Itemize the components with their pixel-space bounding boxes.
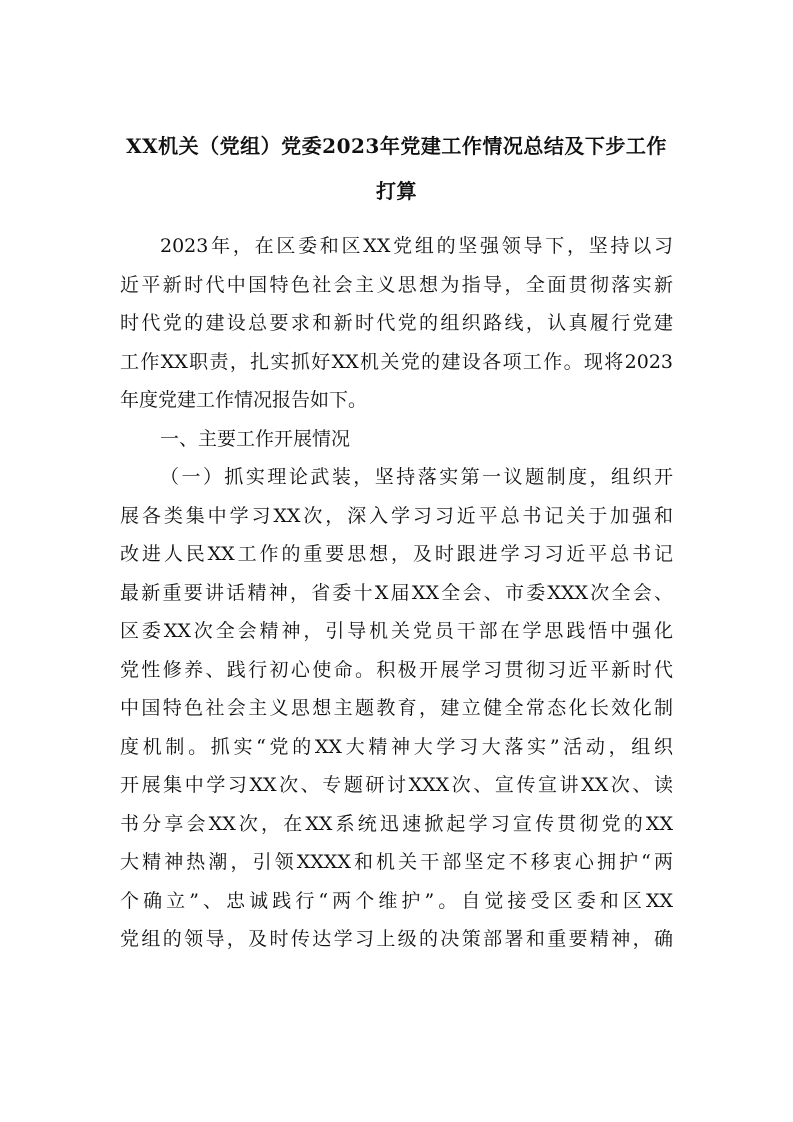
section-paragraph-line: 大精神热潮，引领XXXX和机关干部坚定不移衷心拥护“两 bbox=[120, 851, 673, 873]
section-paragraph-line: 中国特色社会主义思想主题教育，建立健全常态化长效化制 bbox=[120, 697, 673, 719]
section-paragraph-line: 展各类集中学习XX次，深入学习习近平总书记关于加强和 bbox=[120, 504, 673, 527]
intro-paragraph-line: 时代党的建设总要求和新时代党的组织路线，认真履行党建 bbox=[120, 312, 673, 334]
section-paragraph-line: （一）抓实理论武装，坚持落实第一议题制度，组织开 bbox=[160, 466, 673, 488]
section-paragraph-line: 党组的领导，及时传达学习上级的决策部署和重要精神，确 bbox=[120, 928, 673, 950]
intro-paragraph-line: 近平新时代中国特色社会主义思想为指导，全面贯彻落实新 bbox=[120, 273, 673, 296]
document-title-line-2: 打算 bbox=[376, 179, 417, 203]
section-paragraph-line: 度机制。抓实“党的XX大精神大学习大落实”活动，组织 bbox=[120, 735, 673, 758]
section-paragraph-line: 改进人民XX工作的重要思想，及时跟进学习习近平总书记 bbox=[120, 543, 673, 565]
document-body bbox=[120, 227, 673, 959]
intro-paragraph-line: 工作XX职责，扎实抓好XX机关党的建设各项工作。现将2023 bbox=[120, 350, 673, 373]
section-paragraph-line: 个确立”、忠诚践行“两个维护”。自觉接受区委和区XX bbox=[120, 889, 673, 912]
section-paragraph-line: 区委XX次全会精神，引导机关党员干部在学思践悟中强化 bbox=[120, 620, 673, 642]
section-paragraph-line: 党性修养、践行初心使命。积极开展学习贯彻习近平新时代 bbox=[120, 658, 673, 681]
section-paragraph-line: 最新重要讲话精神，省委十X届XX全会、市委XXX次全会、 bbox=[120, 581, 673, 604]
document-title-line-1: XX机关（党组）党委2023年党建工作情况总结及下步工作 bbox=[126, 134, 667, 158]
intro-paragraph-line: 年度党建工作情况报告如下。 bbox=[120, 389, 368, 411]
section-paragraph-line: 书分享会XX次，在XX系统迅速掀起学习宣传贯彻党的XX bbox=[120, 812, 673, 835]
section-heading: 一、主要工作开展情况 bbox=[160, 427, 351, 450]
section-paragraph-line: 开展集中学习XX次、专题研讨XXX次、宣传宣讲XX次、读 bbox=[120, 774, 673, 796]
intro-paragraph-line: 2023年，在区委和区XX党组的坚强领导下，坚持以习 bbox=[160, 235, 673, 257]
